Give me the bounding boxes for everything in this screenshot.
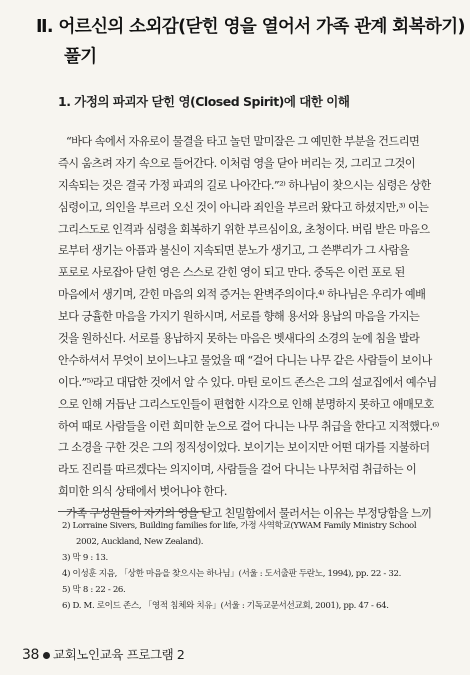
footnote-6: 6) D. M. 로이드 존스, 「영적 침체와 치유」(서울 : 기독교문서선교회, 2001), pp. 47 - 64. bbox=[62, 600, 389, 611]
subsection-title: 1. 가정의 파괴자 닫힌 영(Closed Spirit)에 대한 이해 bbox=[58, 94, 350, 109]
body-line: 보다 긍휼한 마음을 가지기 원하시며, 서로를 향해 용서와 용납의 마음을 가지는 bbox=[58, 310, 420, 324]
page-footer bbox=[22, 645, 184, 663]
section-title-line-1: Ⅱ. 어르신의 소외감(닫힌 영을 열어서 가족 관계 회복하기) bbox=[36, 17, 465, 37]
body-line: 포로로 사로잡아 닫힌 영은 스스로 갇힌 영이 되고 만다. 중독은 이런 포로 된 bbox=[58, 266, 405, 280]
body-line: 가족 구성원들이 자기의 영을 닫고 친밀함에서 물러서는 이유는 부정당함을 느끼 bbox=[66, 507, 432, 521]
paragraph-1 bbox=[58, 131, 456, 503]
page-number: 38 bbox=[22, 647, 40, 663]
footnote-line: 2) Lorraine Sivers, Building families for life, 가정 사역학교(YWAM Family Ministry School bbox=[62, 521, 417, 531]
footnote-divider bbox=[58, 511, 206, 512]
body-line: 라도 진리를 따르겠다는 의지이며, 사람들을 걸어 다니는 나무처럼 취급하는 이 bbox=[58, 463, 417, 477]
body-line: 로부터 생기는 아픔과 불신이 지속되면 분노가 생기고, 그 쓴뿌리가 그 사람을 bbox=[58, 244, 410, 258]
body-line: 희미한 의식 상태에서 벗어나야 한다. bbox=[58, 485, 227, 499]
body-line: “바다 속에서 자유로이 물결을 타고 놀던 말미잘은 그 예민한 부분을 건드리면 bbox=[66, 135, 420, 148]
body-line: 그리스도로 인격과 심령을 회복하기 위한 부르심이요, 초청이다. 버림 받은 마음으 bbox=[58, 222, 430, 236]
footnote-2 bbox=[62, 519, 456, 551]
footnote-continuation: 2002, Auckland, New Zealand). bbox=[76, 536, 204, 547]
body-line: 지속되는 것은 결국 가정 파괴의 길로 나아간다.”²⁾ 하나님이 찾으시는 심령은 상한 bbox=[58, 178, 431, 192]
body-line: 안수하셔서 무엇이 보이느냐고 물었을 때 “걸어 다니는 나무 같은 사람들이 보이나 bbox=[58, 353, 432, 367]
footnote-5: 5) 막 8 : 22 - 26. bbox=[62, 584, 126, 595]
body-line: 이다.”⁵⁾라고 대답한 것에서 알 수 있다. 마틴 로이드 존스은 그의 설교집에서 예수님 bbox=[58, 375, 437, 389]
section-title bbox=[36, 12, 465, 72]
footnote-3: 3) 막 9 : 13. bbox=[62, 552, 108, 563]
body-line: 으로 인해 거듭난 그리스도인들이 편협한 시각으로 인해 분명하지 못하고 애매모호 bbox=[58, 397, 434, 411]
bullet-icon bbox=[43, 652, 50, 659]
body-line: 마음에서 생기며, 갇힌 마음의 외적 증거는 완벽주의이다.⁴⁾ 하나님은 우리가 예배 bbox=[58, 288, 426, 302]
footnote-4: 4) 이성훈 지음, 「상한 마음을 찾으시는 하나님」(서울 : 도서출판 두란노, 1994), pp. 22 - 32. bbox=[62, 568, 401, 579]
body-line: 하여 때로 사람들을 이런 희미한 눈으로 걸어 다니는 나무 취급을 한다고 지적했다.⁶⁾ bbox=[58, 419, 439, 433]
body-line: 것을 원하신다. 서로를 용납하지 못하는 마음은 벳새다의 소경의 눈에 침을 발라 bbox=[58, 332, 420, 346]
section-title-line-2: 풀기 bbox=[64, 47, 97, 67]
body-line: 즉시 움츠려 자기 속으로 들어간다. 이처럼 영을 닫아 버리는 것, 그리고 그것이 bbox=[58, 156, 416, 170]
body-text bbox=[58, 131, 456, 525]
body-line: 그 소경을 구한 것은 그의 정직성이었다. 보이기는 보이지만 어떤 대가를 지불하더 bbox=[58, 441, 430, 455]
footnotes bbox=[62, 519, 456, 614]
body-line: 심령이고, 의인을 부르러 오신 것이 아니라 죄인을 부르러 왔다고 하셨지만,³⁾ 이는 bbox=[58, 200, 429, 214]
book-title: 교회노인교육 프로그램 2 bbox=[53, 647, 185, 662]
